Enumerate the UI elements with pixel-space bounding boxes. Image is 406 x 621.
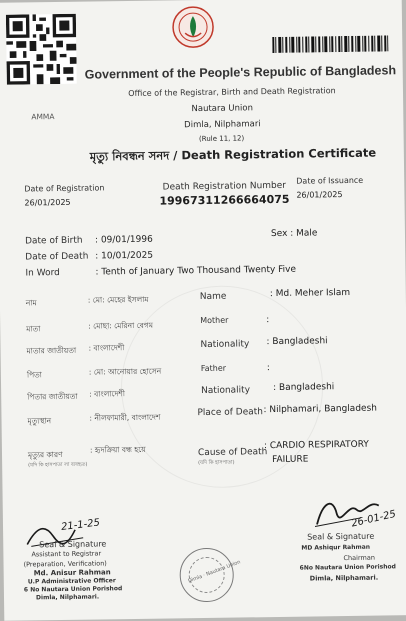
- union-name: Nautara Union: [191, 103, 254, 115]
- seal-text: Dimla · Nautara Union: [187, 559, 242, 585]
- office-title: Office of the Registrar, Birth and Death Registration: [128, 86, 336, 99]
- place-of-death-en-label: Place of Death: [197, 407, 264, 419]
- mother-en-value: :: [266, 315, 270, 326]
- mother-nationality-bn-value: : বাংলাদেশী: [88, 343, 125, 353]
- cause-bn-label: মৃত্যুর কারণ: [27, 449, 63, 460]
- location-name: Dimla, Nilphamari: [184, 119, 261, 131]
- dob-label: Date of Birth: [24, 235, 83, 247]
- rule-reference: (Rule 11, 12): [198, 134, 245, 144]
- right-sig-line-1: MD Ashiqur Rahman: [301, 543, 371, 552]
- government-title: Government of the People's Republic of Bangladesh: [84, 63, 397, 82]
- mother-nationality-en-value: : Bangladeshi: [266, 336, 328, 348]
- mother-en-label: Mother: [200, 315, 229, 326]
- place-of-death-bn-label: মৃত্যুস্থান: [27, 416, 52, 426]
- father-nationality-bn-value: : বাংলাদেশী: [89, 389, 126, 399]
- father-en-label: Father: [200, 363, 227, 374]
- issuance-date-label: Date of Issuance: [296, 175, 364, 186]
- right-signature-date: 26-01-25: [350, 508, 397, 530]
- inword-label: In Word: [25, 267, 60, 279]
- inword-value: : Tenth of January Two Thousand Twenty Five: [95, 264, 297, 278]
- left-sig-line-3: Md. Anisur Rahman: [33, 568, 111, 578]
- right-seal-caption: Seal & Signature: [307, 531, 375, 542]
- name-bn-value: : মো: মেহের ইসলাম: [87, 294, 149, 305]
- issuance-date-value: 26/01/2025: [296, 190, 343, 200]
- handwritten-note: AMMA: [31, 112, 55, 122]
- place-of-death-en-value: : Nilphamari, Bangladesh: [263, 403, 378, 416]
- father-bn-label: পিতা: [26, 370, 43, 380]
- mother-nationality-en-label: Nationality: [200, 339, 250, 351]
- father-nationality-en-value: : Bangladeshi: [273, 382, 335, 394]
- mother-bn-label: মাতা: [26, 324, 41, 334]
- right-sig-line-3: 6No Nautara Union Porishod: [299, 563, 396, 572]
- father-nationality-en-label: Nationality: [201, 385, 251, 397]
- round-seal: [179, 548, 242, 603]
- sex-value: Sex : Male: [270, 228, 318, 240]
- name-en-label: Name: [199, 291, 227, 303]
- certificate-title: মৃত্যু নিবন্ধন সনদ / Death Registration Certificate: [89, 145, 377, 164]
- dod-label: Date of Death: [25, 251, 89, 263]
- mother-bn-value: : মোছা: মেরিনা বেগম: [88, 320, 154, 331]
- cause-en-value-line1: : CARDIO RESPIRATORY: [263, 439, 369, 452]
- left-sig-line-6: Dimla, Nilphamari.: [35, 593, 100, 602]
- left-signature-date: 21-1-25: [60, 517, 101, 534]
- mother-nationality-bn-label: মাতার জাতীয়তা: [26, 345, 77, 356]
- cause-bn-sublabel: (যদি কি হাসপাতা লা ব্যবহৃত): [28, 461, 88, 469]
- father-nationality-bn-label: পিতার জাতীয়তা: [27, 391, 78, 402]
- dod-value: : 10/01/2025: [95, 250, 154, 262]
- registration-date-label: Date of Registration: [24, 183, 105, 194]
- left-sig-line-2: (Preparation, Verification): [23, 559, 107, 569]
- qr-code: [6, 14, 77, 85]
- dob-value: : 09/01/1996: [94, 234, 153, 246]
- right-sig-line-4: Dimla, Nilphamari.: [309, 573, 379, 583]
- cause-en-value-line2: FAILURE: [272, 454, 309, 466]
- name-en-value: : Md. Meher Islam: [269, 287, 351, 300]
- left-seal-caption: Seal & Signature: [39, 539, 107, 550]
- government-emblem: [172, 6, 215, 49]
- cause-en-label: Cause of Death: [197, 447, 268, 459]
- left-sig-line-1: Assistant to Registrar: [31, 549, 102, 559]
- name-bn-label: নাম: [25, 298, 37, 308]
- father-en-value: :: [266, 363, 270, 374]
- cause-bn-value: : হৃদক্রিয়া বন্ধ হয়ে: [89, 444, 146, 455]
- barcode: [272, 35, 388, 53]
- father-bn-value: : মো: আনোয়ার হোসেন: [88, 366, 162, 377]
- place-of-death-bn-value: : নীলফামারী, বাংলাদেশ: [89, 412, 161, 423]
- registration-number-label: Death Registration Number: [162, 180, 287, 193]
- left-sig-line-4: U.P Administrative Officer: [27, 577, 116, 586]
- left-sig-line-5: 6 No Nautara Union Porishod: [23, 585, 123, 594]
- registration-number-value: 19967311266664075: [159, 192, 290, 208]
- cause-en-sublabel: (যদি কি হাসপাতা): [198, 459, 235, 467]
- right-sig-line-2: Chairman: [343, 553, 375, 563]
- registration-date-value: 26/01/2025: [24, 197, 71, 208]
